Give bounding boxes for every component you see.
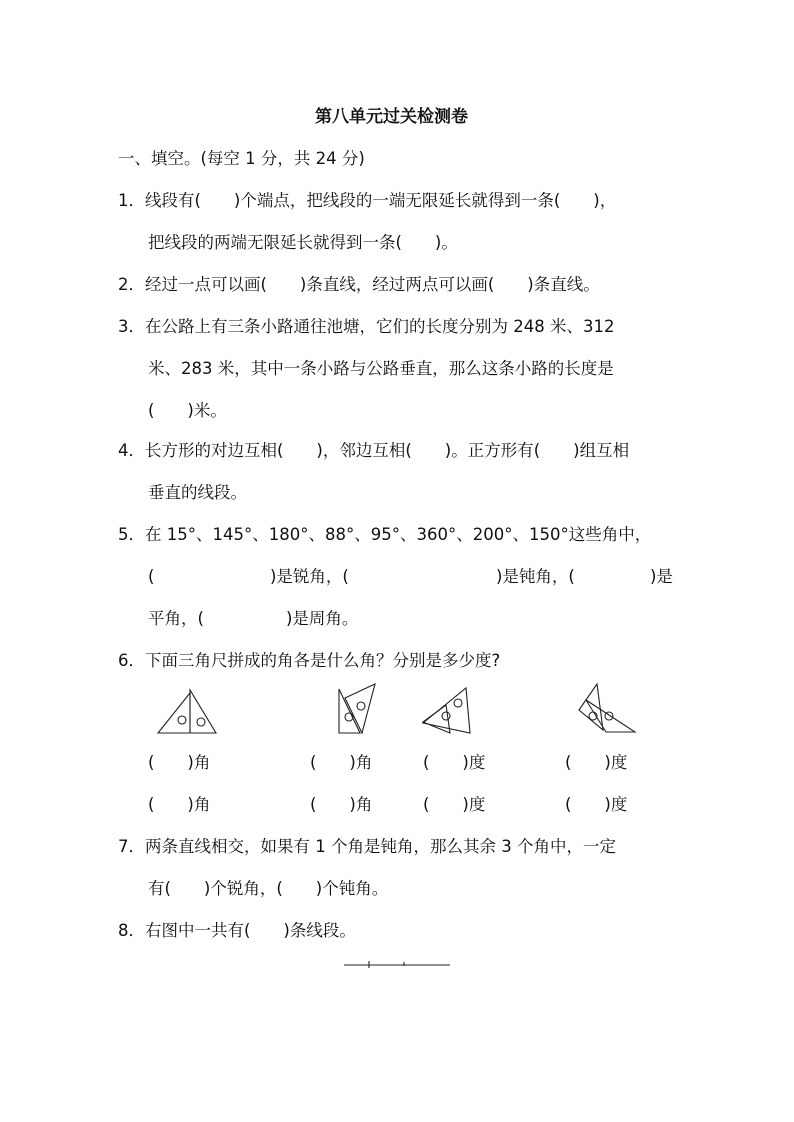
question-5-line-3-a: 平角，( xyxy=(148,609,204,628)
question-5-line-2-c: )是钝角，( xyxy=(496,567,575,586)
segment-figure xyxy=(344,961,450,968)
triangle-figure-3-shapes xyxy=(423,688,470,733)
question-6-line-1: 6．下面三角尺拼成的角各是什么角？分别是多少度? xyxy=(118,651,501,670)
question-7-line-2: 有( )个锐角，( )个钝角。 xyxy=(148,879,389,898)
question-7-line-1: 7．两条直线相交，如果有 1 个角是钝角，那么其余 3 个角中，一定 xyxy=(118,837,616,856)
question-4-line-2: 垂直的线段。 xyxy=(148,483,247,502)
question-5-line-2-a: ( xyxy=(148,567,155,586)
question-4-line-1: 4．长方形的对边互相( )，邻边互相( )。正方形有( )组互相 xyxy=(118,441,630,460)
answer-1-row-2: ( )角 xyxy=(148,795,211,814)
answer-2-row-1: ( )角 xyxy=(310,753,373,772)
page-title: 第八单元过关检测卷 xyxy=(315,107,468,127)
question-3-line-3: ( )米。 xyxy=(148,401,227,420)
triangle-figure-1-shapes xyxy=(158,690,216,733)
question-5-line-2-b: )是锐角，( xyxy=(270,567,349,586)
section-heading: 一、填空。(每空 1 分，共 24 分) xyxy=(118,149,365,168)
triangle-figure-4-shapes xyxy=(579,684,635,732)
question-1-line-1: 1．线段有( )个端点，把线段的一端无限延长就得到一条( )， xyxy=(118,191,617,210)
answer-3-row-2: ( )度 xyxy=(423,795,486,814)
question-2-line-1: 2．经过一点可以画( )条直线，经过两点可以画( )条直线。 xyxy=(118,275,600,294)
question-5-line-3-b: )是周角。 xyxy=(286,609,359,628)
answer-1-row-1: ( )角 xyxy=(148,753,211,772)
question-3-line-2: 米、283 米，其中一条小路与公路垂直，那么这条小路的长度是 xyxy=(148,359,614,378)
answer-4-row-1: ( )度 xyxy=(565,753,628,772)
question-5-line-1: 5．在 15°、145°、180°、88°、95°、360°、200°、150°这些角中， xyxy=(118,525,652,544)
question-1-line-2: 把线段的两端无限延长就得到一条( )。 xyxy=(148,233,458,252)
triangle-figure-2-shapes xyxy=(339,684,375,733)
question-3-line-1: 3．在公路上有三条小路通往池塘，它们的长度分别为 248 米、312 xyxy=(118,317,615,336)
answer-3-row-1: ( )度 xyxy=(423,753,486,772)
question-5-line-2-d: )是 xyxy=(650,567,673,586)
answer-4-row-2: ( )度 xyxy=(565,795,628,814)
question-8-line-1: 8．右图中一共有( )条线段。 xyxy=(118,921,356,940)
answer-2-row-2: ( )角 xyxy=(310,795,373,814)
